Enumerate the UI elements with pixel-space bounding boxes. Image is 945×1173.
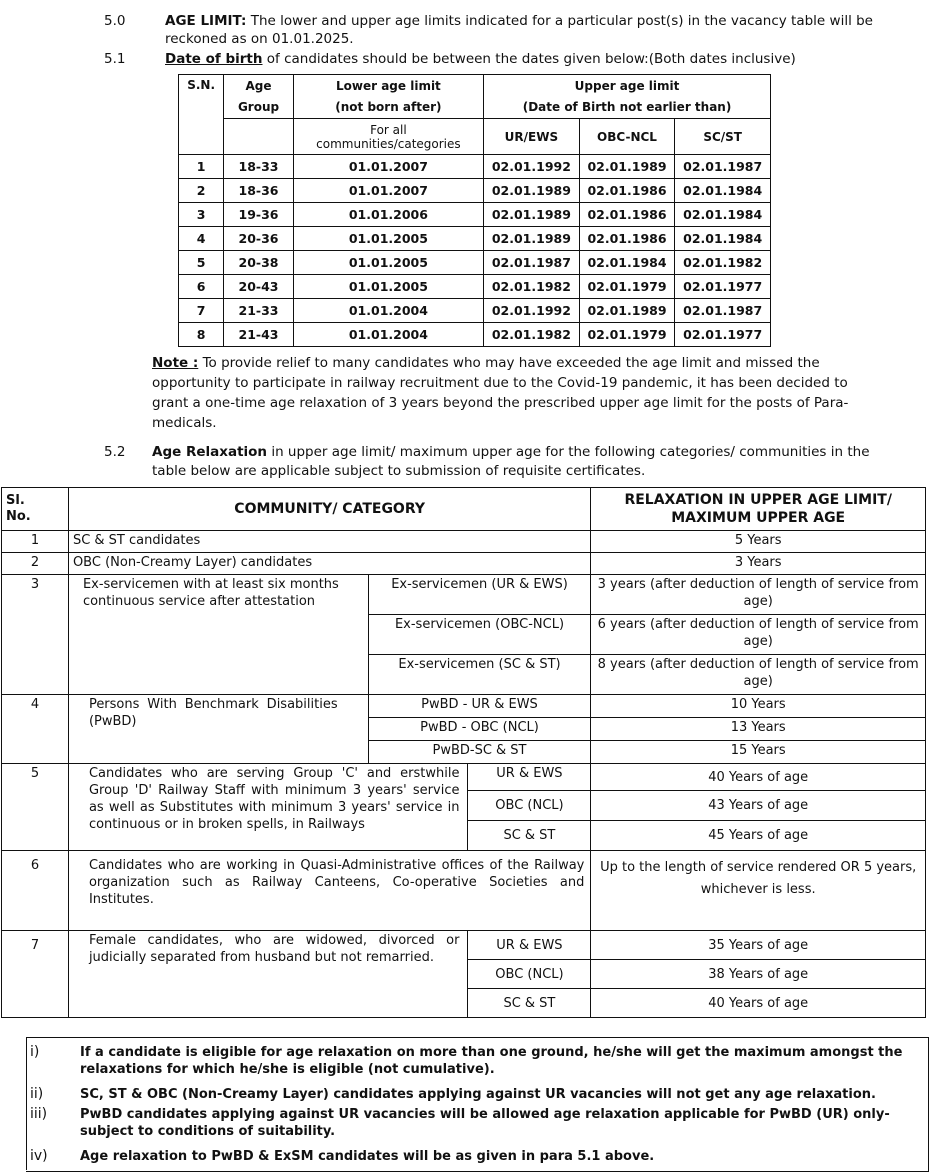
row-5-relax-1: 40 Years of age <box>591 764 926 791</box>
table-cell: 5 <box>179 251 224 275</box>
row-5-sub-3: SC & ST <box>468 821 591 851</box>
row-7-sub-1: UR & EWS <box>468 931 591 960</box>
table-cell: 02.01.1986 <box>579 227 675 251</box>
table-cell: 02.01.1992 <box>484 299 580 323</box>
note-text: To provide relief to many candidates who may have exceeded the age limit and missed the <box>198 355 820 371</box>
row-4-relax-3: 15 Years <box>591 741 926 764</box>
table-cell: 02.01.1989 <box>579 155 675 179</box>
note-item-text: PwBD candidates applying against UR vacancies will be allowed age relaxation applicable for PwBD (UR) only-subject to conditions of suitability. <box>80 1107 890 1139</box>
row-2-sl: 2 <box>2 553 69 575</box>
col-obcncl-header: OBC-NCL <box>579 119 675 155</box>
table-row <box>179 323 771 347</box>
note-item-number: iv) <box>30 1148 48 1164</box>
row-7-relax-1: 35 Years of age <box>591 931 926 960</box>
row-6-relaxation: Up to the length of service rendered OR 5 years, whichever is less. <box>591 851 926 931</box>
table-cell: 02.01.1989 <box>484 227 580 251</box>
note-line1 <box>152 355 820 372</box>
section-5-1-line <box>165 51 796 68</box>
table-cell: 01.01.2004 <box>293 323 483 347</box>
table-cell: 1 <box>179 155 224 179</box>
table-cell: 2 <box>179 179 224 203</box>
row-7-category: Female candidates, who are widowed, divorced or judicially separated from husband but not remarried. <box>68 931 468 1018</box>
notes-left-border <box>26 1037 27 1170</box>
row-5-relax-3: 45 Years of age <box>591 821 926 851</box>
col-scst-header: SC/ST <box>675 119 771 155</box>
table-cell: 02.01.1986 <box>579 203 675 227</box>
note-item-text: If a candidate is eligible for age relaxation on more than one ground, he/she will get the maximum amongst the relaxations for which he/she is eligible (not cumulative). <box>80 1045 903 1077</box>
table-cell: 02.01.1987 <box>675 155 771 179</box>
row-3-sl: 3 <box>2 575 69 695</box>
relaxation-notes-box <box>26 1037 929 1172</box>
table-cell: 20-36 <box>224 227 293 251</box>
note-item-text: Age relaxation to PwBD & ExSM candidates will be as given in para 5.1 above. <box>80 1149 655 1164</box>
header-community-category: COMMUNITY/ CATEGORY <box>68 488 590 531</box>
table-cell: 02.01.1982 <box>675 251 771 275</box>
col-lower-header-2: (not born after) <box>293 97 483 119</box>
section-5-0-line1 <box>165 13 910 30</box>
table-cell: 01.01.2007 <box>293 179 483 203</box>
section-5-2-text: in upper age limit/ maximum upper age for the following categories/ communities in the <box>267 444 870 460</box>
table-cell: 01.01.2004 <box>293 299 483 323</box>
table-cell: 6 <box>179 275 224 299</box>
note-label: Note : <box>152 355 199 371</box>
row-5-sub-2: OBC (NCL) <box>468 791 591 821</box>
table-cell: 01.01.2005 <box>293 227 483 251</box>
section-5-0-title: AGE LIMIT: <box>165 13 247 29</box>
table-cell: 02.01.1989 <box>484 179 580 203</box>
table-cell: 02.01.1977 <box>675 275 771 299</box>
row-1-sl: 1 <box>2 531 69 553</box>
table-cell: 02.01.1989 <box>484 203 580 227</box>
section-number-5-0: 5.0 <box>104 13 126 29</box>
note-item-number: i) <box>30 1044 40 1060</box>
table-row <box>179 299 771 323</box>
section-5-1-title: Date of birth <box>165 51 263 67</box>
section-5-2-line1 <box>152 444 912 461</box>
row-3-sub-3: Ex-servicemen (SC & ST) <box>368 655 591 695</box>
table-cell: 02.01.1986 <box>579 179 675 203</box>
row-7-sub-2: OBC (NCL) <box>468 960 591 989</box>
row-3-relax-1: 3 years (after deduction of length of service from age) <box>591 575 926 615</box>
header-relaxation: RELAXATION IN UPPER AGE LIMIT/ MAXIMUM UPPER AGE <box>591 488 926 531</box>
section-5-2-title: Age Relaxation <box>152 444 268 460</box>
table-cell: 21-43 <box>224 323 293 347</box>
row-7-sl: 7 <box>2 931 69 1018</box>
row-7-relax-2: 38 Years of age <box>591 960 926 989</box>
row-1-category: SC & ST candidates <box>68 531 590 553</box>
row-2-relaxation: 3 Years <box>591 553 926 575</box>
row-5-sl: 5 <box>2 764 69 851</box>
col-sn-header: S.N. <box>179 75 224 155</box>
table-cell: 7 <box>179 299 224 323</box>
note-line4: medicals. <box>152 415 217 431</box>
age-limit-table <box>178 74 771 347</box>
table-cell: 18-33 <box>224 155 293 179</box>
note-line3: grant a one-time age relaxation of 3 years beyond the prescribed upper age limit for the posts of Para- <box>152 395 849 411</box>
col-upper-header-2: (Date of Birth not earlier than) <box>484 97 771 119</box>
col-all-communities-header: For all communities/categories <box>293 119 483 155</box>
table-row <box>179 203 771 227</box>
section-number-5-2: 5.2 <box>104 444 126 460</box>
table-cell: 18-36 <box>224 179 293 203</box>
section-number-5-1: 5.1 <box>104 51 126 67</box>
row-3-relax-3: 8 years (after deduction of length of service from age) <box>591 655 926 695</box>
header-sl-no: Sl. No. <box>2 488 69 531</box>
row-4-sub-3: PwBD-SC & ST <box>368 741 591 764</box>
row-5-sub-1: UR & EWS <box>468 764 591 791</box>
col-age-header: Age <box>224 75 293 97</box>
row-3-sub-1: Ex-servicemen (UR & EWS) <box>368 575 591 615</box>
table-cell: 02.01.1979 <box>579 275 675 299</box>
table-cell: 01.01.2005 <box>293 251 483 275</box>
age-relaxation-table <box>1 487 926 1018</box>
table-cell: 02.01.1984 <box>675 179 771 203</box>
table-cell: 02.01.1989 <box>579 299 675 323</box>
col-urews-header: UR/EWS <box>484 119 580 155</box>
table-cell: 02.01.1992 <box>484 155 580 179</box>
note-item-number: ii) <box>30 1086 44 1102</box>
row-4-sub-2: PwBD - OBC (NCL) <box>368 718 591 741</box>
col-upper-header: Upper age limit <box>484 75 771 97</box>
table-cell: 3 <box>179 203 224 227</box>
row-5-category: Candidates who are serving Group 'C' and erstwhile Group 'D' Railway Staff with minimum 3 years' service as well as Substitutes with minimum 3 years' service in continuous or in broken spells, in Railways <box>68 764 468 851</box>
row-7-sub-3: SC & ST <box>468 989 591 1018</box>
table-row <box>179 251 771 275</box>
table-cell: 02.01.1984 <box>579 251 675 275</box>
row-1-relaxation: 5 Years <box>591 531 926 553</box>
col-lower-header: Lower age limit <box>293 75 483 97</box>
row-3-relax-2: 6 years (after deduction of length of service from age) <box>591 615 926 655</box>
table-cell: 02.01.1982 <box>484 323 580 347</box>
row-3-category: Ex-servicemen with at least six months continuous service after attestation <box>68 575 368 695</box>
row-4-relax-2: 13 Years <box>591 718 926 741</box>
table-cell: 20-38 <box>224 251 293 275</box>
row-4-relax-1: 10 Years <box>591 695 926 718</box>
row-2-category: OBC (Non-Creamy Layer) candidates <box>68 553 590 575</box>
row-3-sub-2: Ex-servicemen (OBC-NCL) <box>368 615 591 655</box>
table-row <box>179 227 771 251</box>
section-5-2-line2: table below are applicable subject to submission of requisite certificates. <box>152 463 646 479</box>
table-cell: 01.01.2006 <box>293 203 483 227</box>
table-cell: 20-43 <box>224 275 293 299</box>
table-cell: 19-36 <box>224 203 293 227</box>
table-cell: 21-33 <box>224 299 293 323</box>
section-5-0-text: The lower and upper age limits indicated for a particular post(s) in the vacancy table will be <box>246 13 873 29</box>
table-cell: 02.01.1977 <box>675 323 771 347</box>
note-item-number: iii) <box>30 1106 48 1122</box>
table-cell: 02.01.1984 <box>675 227 771 251</box>
row-4-sub-1: PwBD - UR & EWS <box>368 695 591 718</box>
row-5-relax-2: 43 Years of age <box>591 791 926 821</box>
row-4-category: Persons With Benchmark Disabilities (PwBD) <box>68 695 368 764</box>
table-cell: 01.01.2005 <box>293 275 483 299</box>
table-row <box>179 275 771 299</box>
note-item-text: SC, ST & OBC (Non-Creamy Layer) candidates applying against UR vacancies will not get any age relaxation. <box>80 1087 876 1102</box>
section-5-1-text: of candidates should be between the dates given below:(Both dates inclusive) <box>262 51 796 67</box>
row-7-relax-3: 40 Years of age <box>591 989 926 1018</box>
section-5-0-line2: reckoned as on 01.01.2025. <box>165 31 354 47</box>
row-6-category: Candidates who are working in Quasi-Administrative offices of the Railway organization such as Railway Canteens, Co-operative Societies and Institutes. <box>68 851 590 931</box>
row-4-sl: 4 <box>2 695 69 764</box>
row-6-sl: 6 <box>2 851 69 931</box>
table-cell: 4 <box>179 227 224 251</box>
table-row <box>179 155 771 179</box>
table-cell: 8 <box>179 323 224 347</box>
table-cell: 02.01.1987 <box>484 251 580 275</box>
table-cell: 02.01.1984 <box>675 203 771 227</box>
table-cell: 02.01.1982 <box>484 275 580 299</box>
table-row <box>179 179 771 203</box>
table-cell: 01.01.2007 <box>293 155 483 179</box>
table-cell: 02.01.1987 <box>675 299 771 323</box>
col-age-header-2: Group <box>224 97 293 119</box>
table-cell: 02.01.1979 <box>579 323 675 347</box>
note-line2: opportunity to participate in railway recruitment due to the Covid-19 pandemic, it has been decided to <box>152 375 848 391</box>
